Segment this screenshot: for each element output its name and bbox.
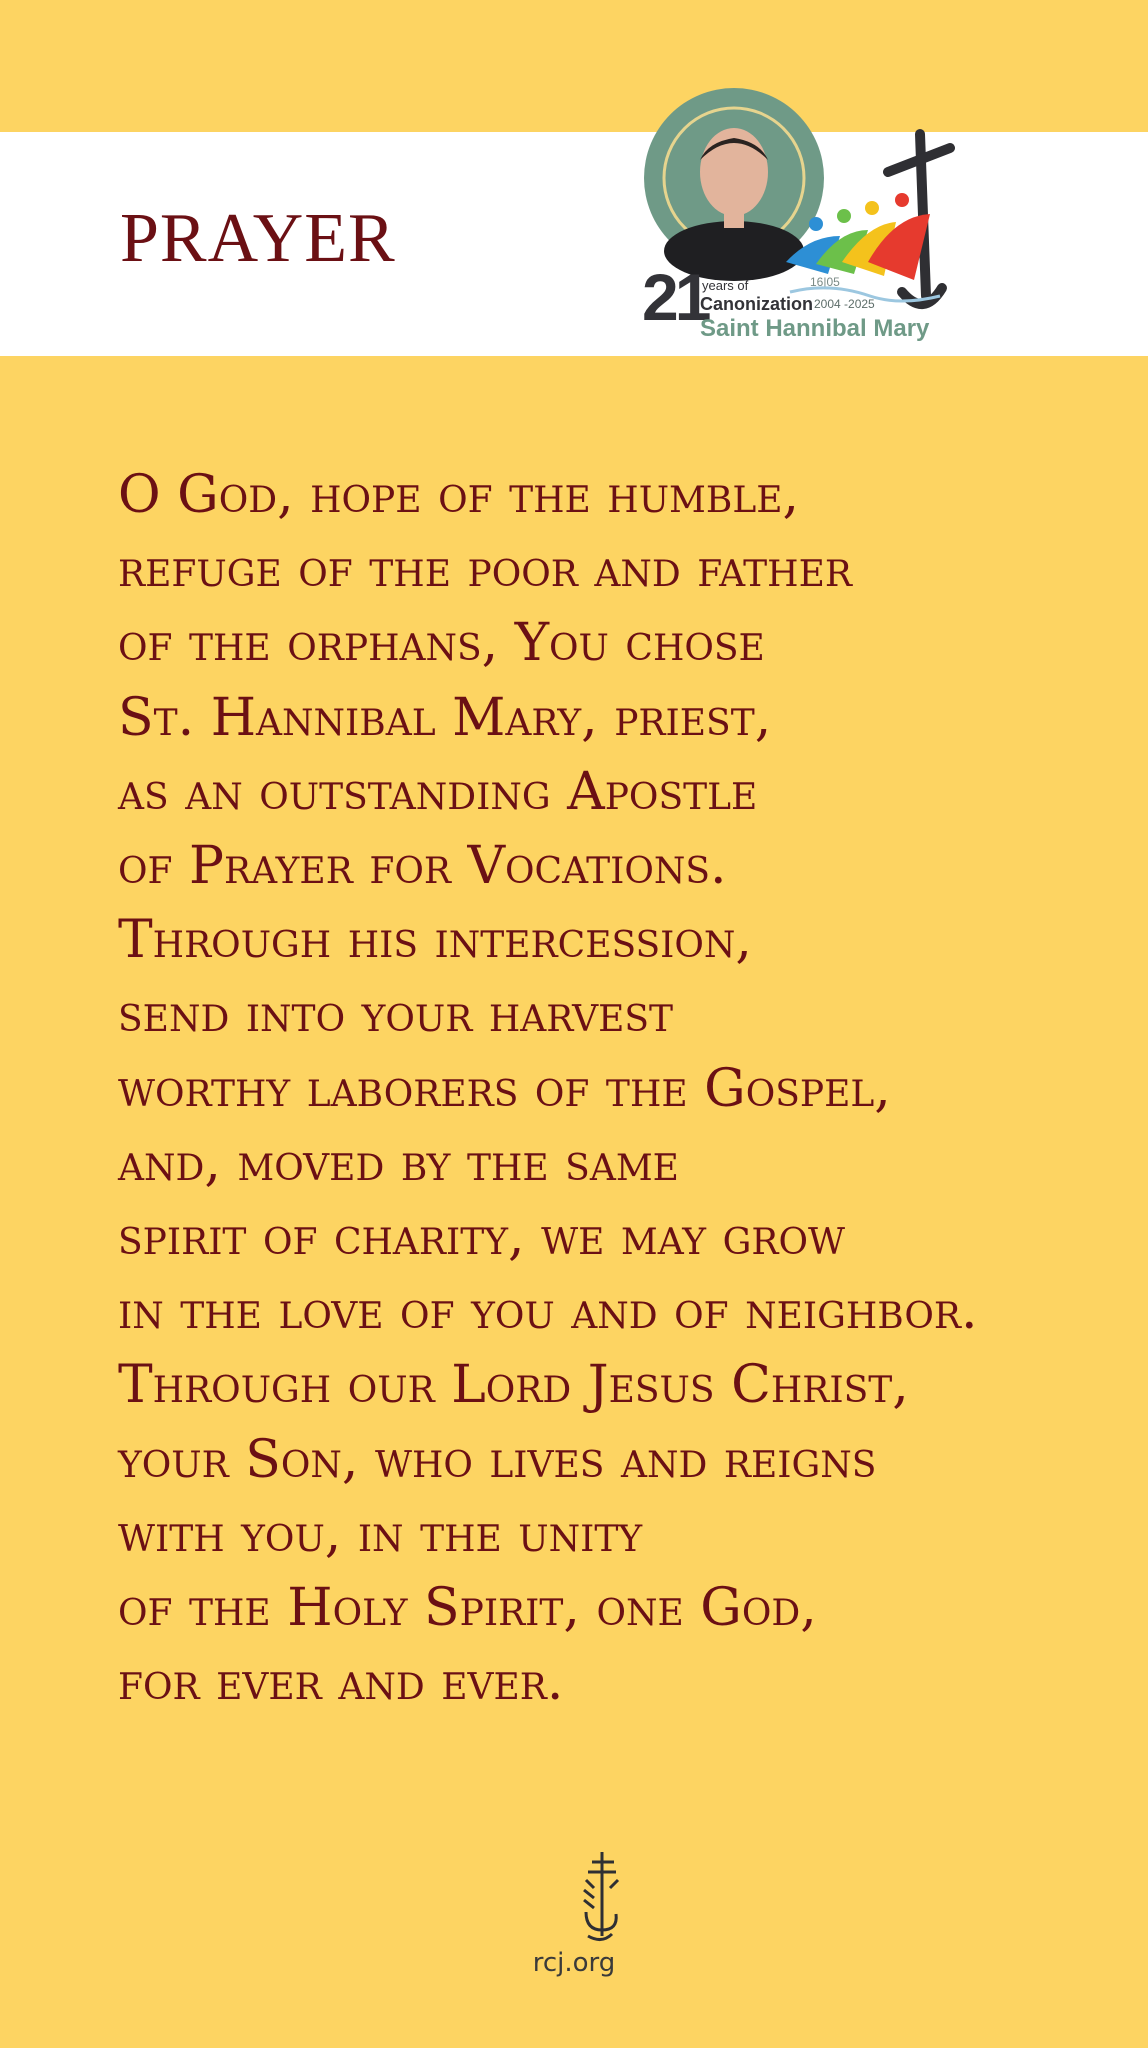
- logo-saint-name: Saint Hannibal Mary: [700, 315, 930, 342]
- rcj-cross-wheat-icon: [568, 1848, 632, 1948]
- logo-canonization: Canonization: [700, 294, 813, 314]
- prayer-line: spirit of charity, we may grow: [118, 1207, 845, 1268]
- prayer-line: of the Holy Spirit, one God,: [118, 1578, 817, 1639]
- logo-date: 16|05: [810, 275, 840, 289]
- canonization-logo: [640, 86, 960, 348]
- logo-years-range: 2004 -2025: [814, 297, 875, 311]
- prayer-line: for ever and ever.: [118, 1652, 564, 1713]
- prayer-line: and, moved by the same: [118, 1132, 679, 1193]
- prayer-line: Through our Lord Jesus Christ,: [118, 1355, 909, 1416]
- prayer-line: worthy laborers of the Gospel,: [118, 1058, 891, 1119]
- prayer-text: [118, 458, 1118, 1719]
- prayer-line: your Son, who lives and reigns: [118, 1429, 877, 1490]
- prayer-line: in the love of you and of neighbor.: [118, 1281, 978, 1342]
- prayer-line: St. Hannibal Mary, priest,: [118, 687, 772, 748]
- page-title: PRAYER: [120, 200, 396, 277]
- prayer-line: as an outstanding Apostle: [118, 761, 758, 822]
- prayer-line: with you, in the unity: [118, 1503, 643, 1564]
- footer-url[interactable]: rcj.org: [532, 1948, 616, 1978]
- prayer-line: O God, hope of the humble,: [118, 465, 800, 525]
- prayer-line: of Prayer for Vocations.: [118, 836, 727, 897]
- logo-number: 21: [642, 260, 708, 334]
- prayer-line: send into your harvest: [118, 984, 674, 1045]
- prayer-line: Through his intercession,: [118, 910, 752, 971]
- prayer-line: of the orphans, You chose: [118, 613, 765, 674]
- logo-years-of: years of: [702, 278, 749, 293]
- prayer-line: refuge of the poor and father: [118, 539, 852, 600]
